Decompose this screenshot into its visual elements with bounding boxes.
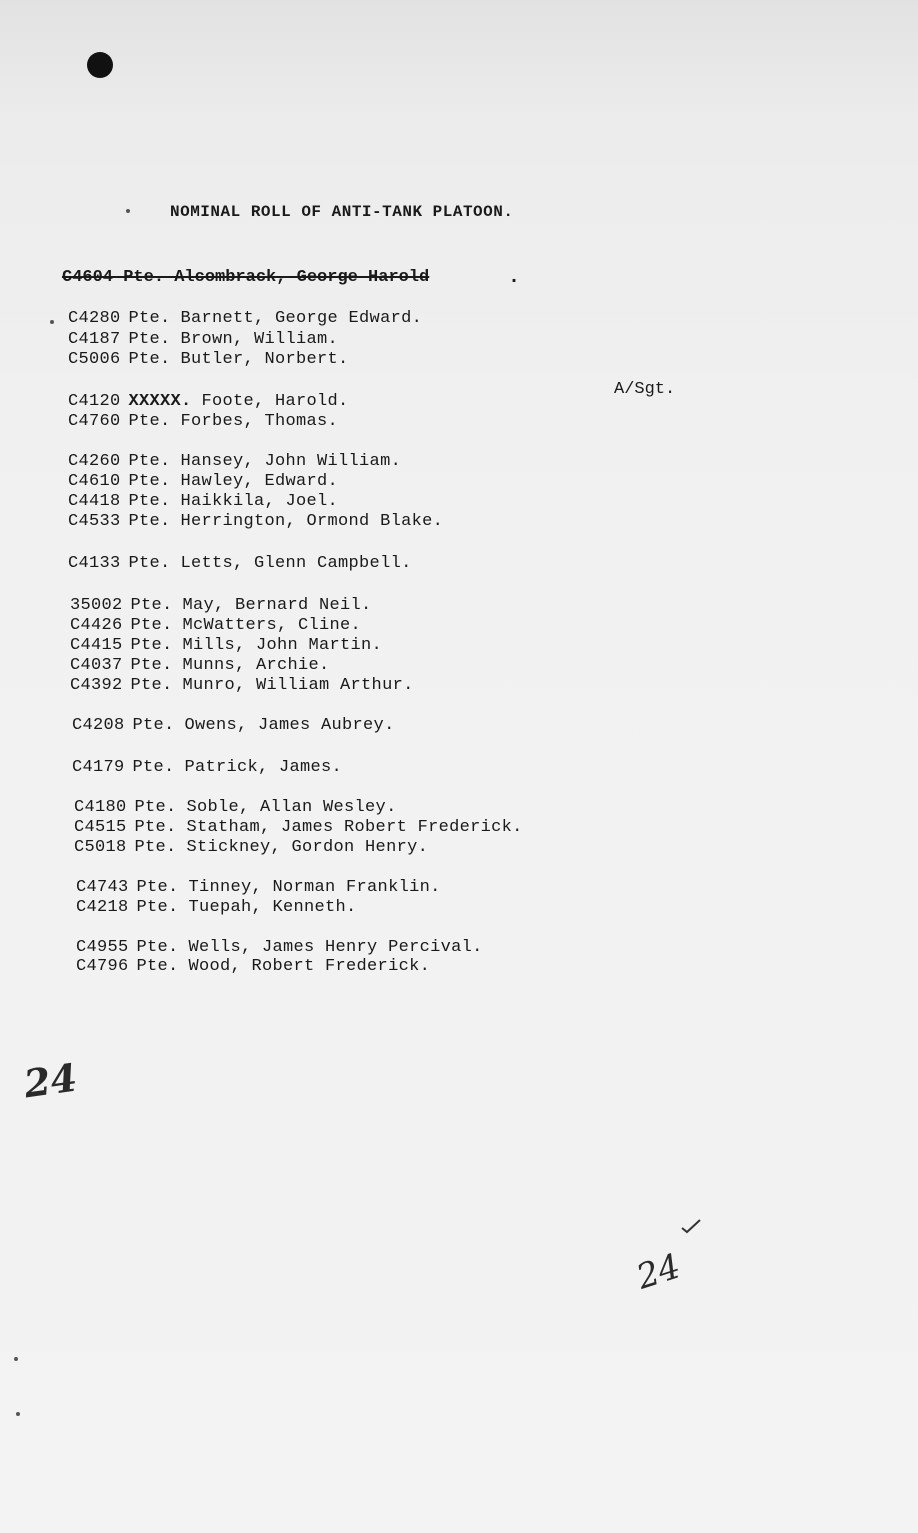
roll-entry [76,957,430,976]
paper-speck [16,1412,20,1416]
roll-entry [68,412,338,431]
rank: Pte. [134,818,177,837]
regimental-number: C4120 [68,392,121,411]
rank: Pte. [132,758,175,777]
regimental-number: C4610 [68,472,121,491]
roll-entry [76,938,483,957]
rank: Pte. [128,492,171,511]
rank: Pte. [130,656,173,675]
regimental-number: C4418 [68,492,121,511]
rank: Pte. [128,330,171,349]
rank: Pte. [136,957,179,976]
rank: Pte. [128,512,171,531]
regimental-number: C4180 [74,798,127,817]
soldier-name: Butler, Norbert. [180,350,349,369]
roll-entry [70,676,414,695]
soldier-name: Tinney, Norman Franklin. [188,878,441,897]
roll-entry [68,452,401,471]
soldier-name: Foote, Harold. [201,392,349,411]
soldier-name: Hansey, John William. [180,452,402,471]
soldier-name: Statham, James Robert Frederick. [186,818,523,837]
rank: Pte. [134,798,177,817]
soldier-name: Stickney, Gordon Henry. [186,838,429,857]
rank: Pte. [128,452,171,471]
roll-entry [76,878,441,897]
soldier-name: Hawley, Edward. [180,472,339,491]
regimental-number: C4037 [70,656,123,675]
soldier-name: Owens, James Aubrey. [184,716,395,735]
rank: Pte. [132,716,175,735]
soldier-name: Wells, James Henry Percival. [188,938,483,957]
punch-hole [87,52,113,78]
soldier-name: McWatters, Cline. [182,616,362,635]
roll-entry [68,472,338,491]
soldier-name: Mills, John Martin. [182,636,383,655]
regimental-number: C4955 [76,938,129,957]
roll-entry [70,636,382,655]
soldier-name: Munns, Archie. [182,656,330,675]
regimental-number: C4426 [70,616,123,635]
regimental-number: C4533 [68,512,121,531]
rank: Pte. [130,616,173,635]
roll-entry [72,716,395,735]
rank: Pte. [136,938,179,957]
roll-entry [68,492,338,511]
roll-entry [68,330,338,349]
regimental-number: C4133 [68,554,121,573]
paper-speck [14,1357,18,1361]
regimental-number: C4260 [68,452,121,471]
soldier-name: Letts, Glenn Campbell. [180,554,412,573]
page-title: NOMINAL ROLL OF ANTI-TANK PLATOON. [170,203,514,221]
rank: Pte. [134,838,177,857]
roll-entry [68,350,349,369]
roll-entry [68,392,349,411]
rank: Pte. [130,676,173,695]
regimental-number: C4392 [70,676,123,695]
rank-note: A/Sgt. [614,380,676,399]
paper-speck [50,320,54,324]
soldier-name: Soble, Allan Wesley. [186,798,397,817]
soldier-name: Barnett, George Edward. [180,309,423,328]
handwritten-page-number-left: 24 [21,1054,80,1107]
roll-entry [74,838,428,857]
roll-entry [76,898,357,917]
rank: Pte. [130,596,173,615]
roll-entry [68,554,412,573]
rank: Pte. [128,412,171,431]
regimental-number: C4796 [76,957,129,976]
regimental-number: C5006 [68,350,121,369]
regimental-number: C4743 [76,878,129,897]
regimental-number: C4760 [68,412,121,431]
soldier-name: Patrick, James. [184,758,343,777]
soldier-name: Forbes, Thomas. [180,412,339,431]
paper-speck [126,209,130,213]
soldier-name: Haikkila, Joel. [180,492,339,511]
roll-entry [68,512,443,531]
soldier-name: Brown, William. [180,330,339,349]
check-mark-icon [680,1218,702,1234]
regimental-number: C4187 [68,330,121,349]
regimental-number: 35002 [70,596,123,615]
roll-entry [72,758,342,777]
soldier-name: Munro, William Arthur. [182,676,414,695]
regimental-number: C4280 [68,309,121,328]
rank: Pte. [136,898,179,917]
regimental-number: C4179 [72,758,125,777]
rank-overtyped: XXXXX. [128,392,192,411]
rank: Pte. [128,350,171,369]
struck-entry: C4604 Pte. Alcombrack, George Harold [62,268,430,287]
regimental-number: C4415 [70,636,123,655]
rank: Pte. [128,309,171,328]
roll-entry [70,596,372,615]
struck-entry-period: . [508,266,521,289]
roll-entry [74,818,523,837]
soldier-name: May, Bernard Neil. [182,596,372,615]
rank: Pte. [136,878,179,897]
regimental-number: C4208 [72,716,125,735]
rank: Pte. [128,554,171,573]
handwritten-page-number-right: 24 [631,1246,686,1298]
rank: Pte. [128,472,171,491]
soldier-name: Wood, Robert Frederick. [188,957,431,976]
soldier-name: Herrington, Ormond Blake. [180,512,444,531]
regimental-number: C4515 [74,818,127,837]
soldier-name: Tuepah, Kenneth. [188,898,357,917]
roll-entry [70,616,361,635]
roll-entry [74,798,397,817]
roll-entry [70,656,330,675]
roll-entry [68,309,422,328]
regimental-number: C4218 [76,898,129,917]
regimental-number: C5018 [74,838,127,857]
rank: Pte. [130,636,173,655]
